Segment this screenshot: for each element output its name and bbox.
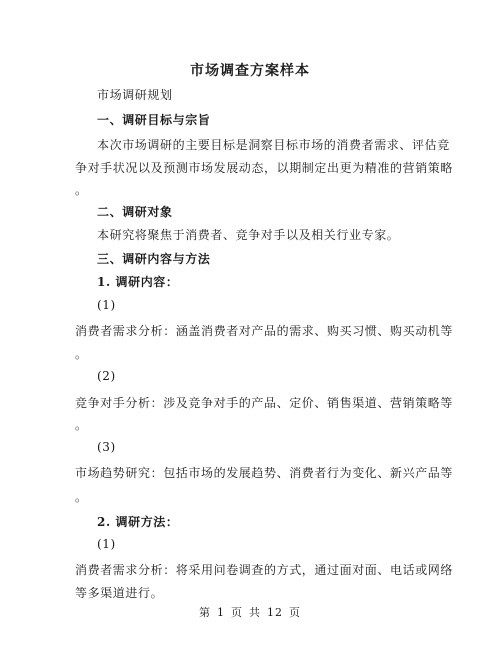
section-1-paragraph-line: 。	[75, 183, 88, 197]
list-item-text: 竞争对手分析：涉及竞争对手的产品、定价、销售渠道、营销策略等	[75, 396, 454, 410]
list-item-text: 。	[75, 418, 88, 432]
subsection-1-heading: 1. 调研内容：	[97, 275, 179, 289]
page-number: 1	[217, 606, 225, 619]
total-pages: 12	[267, 606, 283, 619]
section-1-paragraph-line: 争对手状况以及预测市场发展动态，以期制定出更为精准的营销策略	[75, 161, 454, 175]
document-subtitle: 市场调研规划	[97, 88, 173, 102]
list-item-text: 市场趋势研究：包括市场的发展趋势、消费者行为变化、新兴产品等	[75, 466, 454, 480]
list-item-number: (3)	[97, 440, 116, 454]
section-2-paragraph: 本研究将聚焦于消费者、竞争对手以及相关行业专家。	[97, 228, 400, 242]
list-item-text: 。	[75, 490, 88, 504]
total-suffix: 页	[289, 606, 301, 619]
list-item-number: (1)	[97, 298, 116, 312]
page-label-prefix: 第	[199, 606, 211, 619]
section-1-heading: 一、调研目标与宗旨	[97, 113, 211, 127]
section-1-paragraph-line: 本次市场调研的主要目标是洞察目标市场的消费者需求、评估竞	[97, 138, 450, 152]
list-item-number: (2)	[97, 369, 116, 383]
list-item-text: 等多渠道进行。	[75, 586, 164, 600]
list-item-text: 消费者需求分析：将采用问卷调查的方式，通过面对面、电话或网络	[75, 563, 454, 577]
section-3-heading: 三、调研内容与方法	[97, 252, 211, 266]
page-label-mid: 页	[231, 606, 243, 619]
page-title: 市场调查方案样本	[190, 63, 310, 79]
subsection-2-heading: 2. 调研方法：	[97, 515, 179, 529]
total-prefix: 共	[249, 606, 261, 619]
section-2-heading: 二、调研对象	[97, 205, 173, 219]
list-item-number: (1)	[97, 537, 116, 551]
list-item-text: 消费者需求分析：涵盖消费者对产品的需求、购买习惯、购买动机等	[75, 324, 454, 338]
page-footer	[0, 604, 500, 620]
list-item-text: 。	[75, 347, 88, 361]
